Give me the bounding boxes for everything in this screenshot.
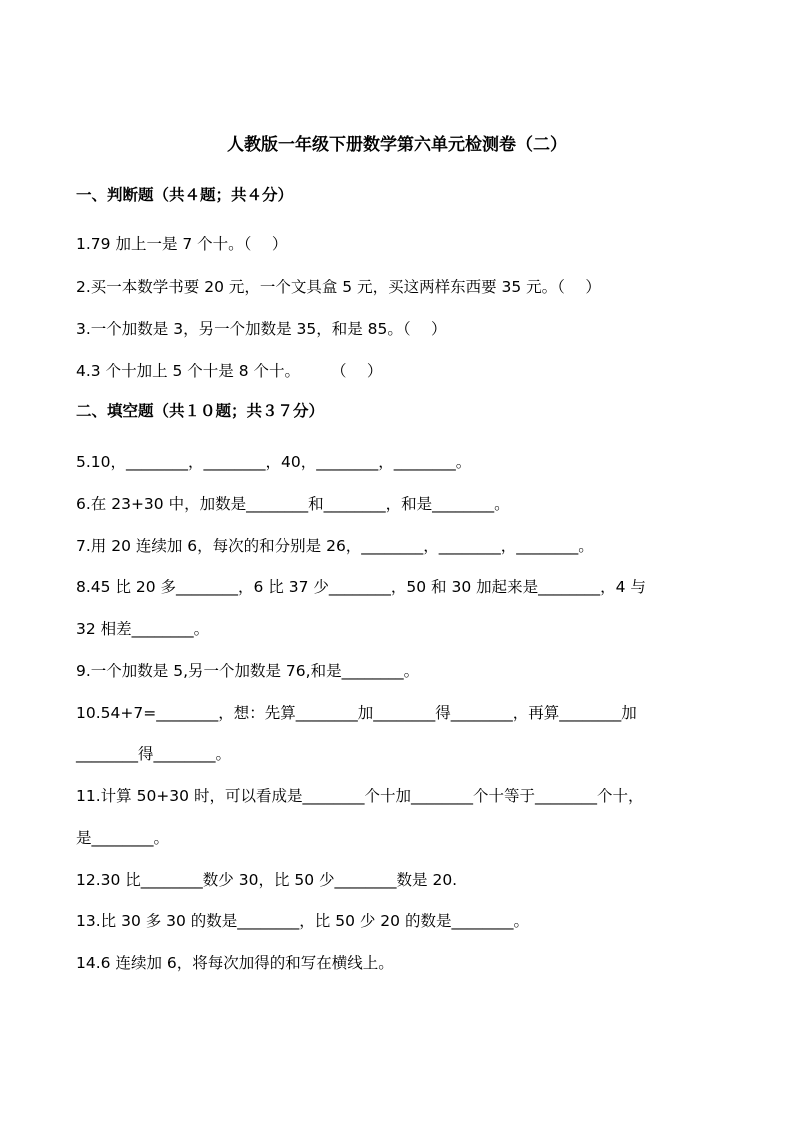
question-3: 3.一个加数是 3，另一个加数是 35，和是 85。（ ）: [76, 320, 447, 338]
question-13: 13.比 30 多 30 的数是________，比 50 少 20 的数是________。: [76, 912, 529, 930]
question-6: 6.在 23+30 中，加数是________和________，和是________。: [76, 495, 510, 513]
question-7: 7.用 20 连续加 6，每次的和分别是 26，________，________，________。: [76, 537, 594, 555]
question-5: 5.10，________，________，40，________，________。: [76, 453, 472, 471]
section-heading-fill-blank: 二、填空题（共１０题；共３７分）: [76, 402, 325, 420]
question-8-line-2: 32 相差________。: [76, 620, 210, 638]
question-10-line-1: 10.54+7=________，想：先算________加________得________，再算________加: [76, 704, 637, 722]
question-4: 4.3 个十加上 5 个十是 8 个十。 （ ）: [76, 362, 383, 380]
question-11-line-2: 是________。: [76, 829, 170, 847]
section-heading-true-false: 一、判断题（共４题；共４分）: [76, 186, 294, 204]
question-14: 14.6 连续加 6，将每次加得的和写在横线上。: [76, 954, 394, 972]
question-1: 1.79 加上一是 7 个十。（ ）: [76, 235, 288, 253]
question-2: 2.买一本数学书要 20 元，一个文具盒 5 元，买这两样东西要 35 元。（ ）: [76, 278, 601, 296]
question-11-line-1: 11.计算 50+30 时，可以看成是________个十加________个十等于________个十，: [76, 787, 644, 805]
page-title: 人教版一年级下册数学第六单元检测卷（二）: [227, 135, 567, 155]
question-12: 12.30 比________数少 30，比 50 少________数是 20.: [76, 871, 458, 889]
question-8-line-1: 8.45 比 20 多________，6 比 37 少________，50 和 30 加起来是________，4 与: [76, 578, 646, 596]
question-10-line-2: ________得________。: [76, 745, 232, 763]
question-9: 9.一个加数是 5,另一个加数是 76,和是________。: [76, 662, 420, 680]
